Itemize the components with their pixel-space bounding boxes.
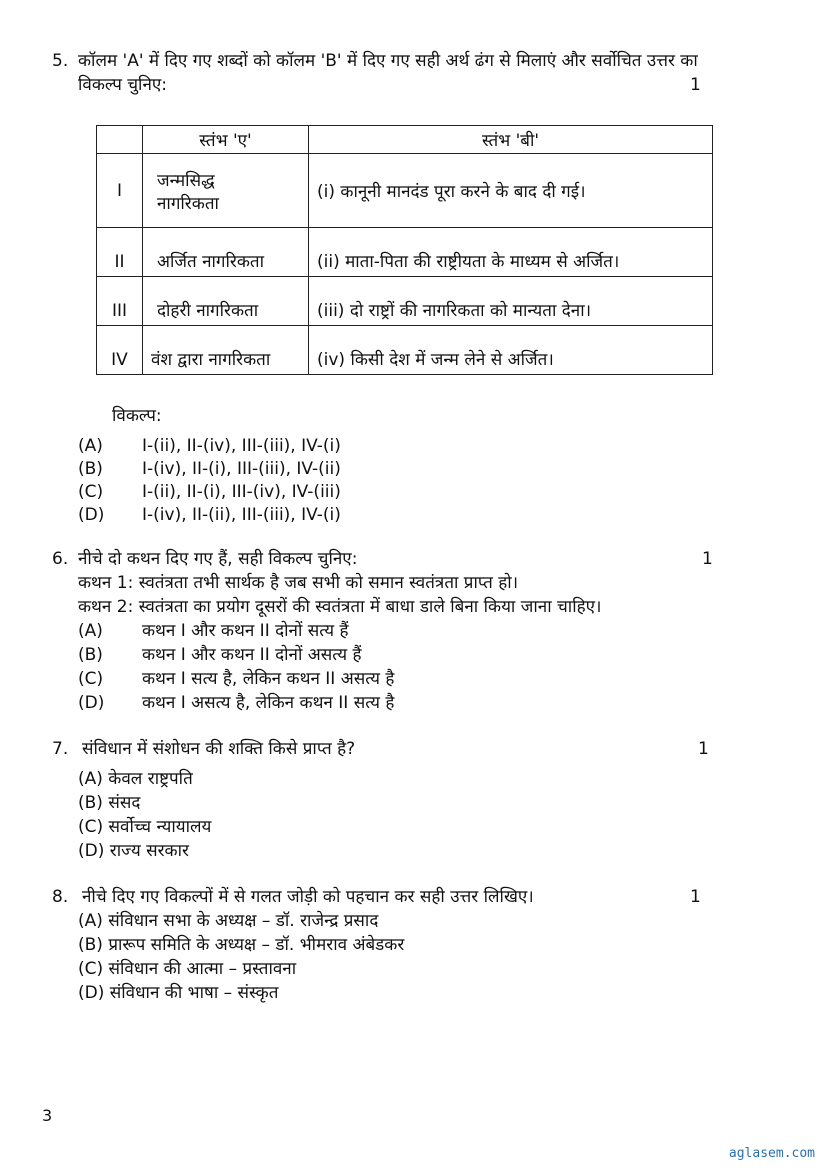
q5-options-heading: विकल्प:	[112, 406, 162, 426]
table-row	[97, 228, 713, 277]
row-number: II	[97, 228, 143, 277]
site-watermark[interactable]: aglasem.com	[728, 1146, 815, 1161]
q5-option-label: (D)	[78, 505, 105, 525]
row-number: IV	[97, 326, 143, 375]
row-meaning: (ii) माता-पिता की राष्ट्रीयता के माध्यम से अर्जित।	[309, 228, 713, 277]
q8-option: (D) संविधान की भाषा – संस्कृत	[78, 983, 279, 1003]
row-number: I	[97, 154, 143, 228]
table-row	[97, 326, 713, 375]
q8-option: (C) संविधान की आत्मा – प्रस्तावना	[78, 959, 297, 979]
row-term: वंश द्वारा नागरिकता	[143, 326, 309, 375]
q5-option-label: (C)	[78, 482, 104, 502]
row-meaning: (iv) किसी देश में जन्म लेने से अर्जित।	[309, 326, 713, 375]
q5-option-label: (A)	[78, 436, 103, 456]
q6-question: नीचे दो कथन दिए गए हैं, सही विकल्प चुनिए:	[78, 549, 358, 569]
q7-number: 7.	[52, 739, 69, 759]
q6-option-text: कथन I सत्य है, लेकिन कथन II असत्य है	[142, 669, 395, 689]
row-term-line2: नागरिकता	[157, 193, 219, 214]
q7-marks: 1	[698, 739, 709, 759]
header-column-a: स्तंभ 'ए'	[143, 126, 309, 154]
q7-option: (A) केवल राष्ट्रपति	[78, 769, 193, 789]
row-term-line1: जन्मसिद्ध	[157, 170, 215, 191]
q8-number: 8.	[52, 887, 69, 907]
q6-number: 6.	[52, 549, 69, 569]
row-term	[143, 154, 309, 228]
q5-option-text: I-(iv), II-(i), III-(iii), IV-(ii)	[142, 459, 341, 479]
row-term: अर्जित नागरिकता	[143, 228, 309, 277]
row-number: III	[97, 277, 143, 326]
q5-question-line1: कॉलम 'A' में दिए गए शब्दों को कॉलम 'B' में दिए गए सही अर्थ ढंग से मिलाएं और सर्वोचित उत्तर का	[78, 51, 698, 71]
q8-question: नीचे दिए गए विकल्पों में से गलत जोड़ी को पहचान कर सही उत्तर लिखिए।	[82, 887, 534, 907]
row-meaning: (i) कानूनी मानदंड पूरा करने के बाद दी गई।	[309, 154, 713, 228]
q6-option-label: (B)	[78, 645, 103, 665]
q8-option: (B) प्रारूप समिति के अध्यक्ष – डॉ. भीमराव अंबेडकर	[78, 935, 405, 955]
q6-statement1: कथन 1: स्वतंत्रता तभी सार्थक है जब सभी को समान स्वतंत्रता प्राप्त हो।	[78, 573, 519, 593]
q6-statement2: कथन 2: स्वतंत्रता का प्रयोग दूसरों की स्वतंत्रता में बाधा डाले बिना किया जाना चाहिए।	[78, 597, 602, 617]
q7-option: (C) सर्वोच्च न्यायालय	[78, 817, 212, 837]
q7-option: (B) संसद	[78, 793, 141, 813]
q5-marks: 1	[690, 75, 701, 95]
q5-option-text: I-(ii), II-(iv), III-(iii), IV-(i)	[142, 436, 341, 456]
q7-option: (D) राज्य सरकार	[78, 841, 189, 861]
q5-number: 5.	[52, 51, 69, 71]
q5-option-text: I-(ii), II-(i), III-(iv), IV-(iii)	[142, 482, 341, 502]
q5-question-line2: विकल्प चुनिए:	[78, 75, 168, 95]
q6-option-label: (C)	[78, 669, 104, 689]
row-meaning: (iii) दो राष्ट्रों की नागरिकता को मान्यता देना।	[309, 277, 713, 326]
match-table	[96, 125, 713, 375]
table-row	[97, 277, 713, 326]
q5-option-text: I-(iv), II-(ii), III-(iii), IV-(i)	[142, 505, 341, 525]
q8-marks: 1	[690, 887, 701, 907]
header-blank	[97, 126, 143, 154]
page-number: 3	[42, 1106, 53, 1125]
q6-option-label: (A)	[78, 621, 103, 641]
q6-option-label: (D)	[78, 693, 105, 713]
q6-option-text: कथन I असत्य है, लेकिन कथन II सत्य है	[142, 693, 395, 713]
q5-option-label: (B)	[78, 459, 103, 479]
q8-option: (A) संविधान सभा के अध्यक्ष – डॉ. राजेन्द्र प्रसाद	[78, 911, 379, 931]
q6-marks: 1	[702, 549, 713, 569]
header-column-b: स्तंभ 'बी'	[309, 126, 713, 154]
row-term: दोहरी नागरिकता	[143, 277, 309, 326]
q6-option-text: कथन I और कथन II दोनों असत्य हैं	[142, 645, 362, 665]
q6-option-text: कथन I और कथन II दोनों सत्य हैं	[142, 621, 349, 641]
table-row	[97, 154, 713, 228]
match-table-header	[97, 126, 713, 154]
q7-question: संविधान में संशोधन की शक्ति किसे प्राप्त है?	[82, 739, 356, 759]
